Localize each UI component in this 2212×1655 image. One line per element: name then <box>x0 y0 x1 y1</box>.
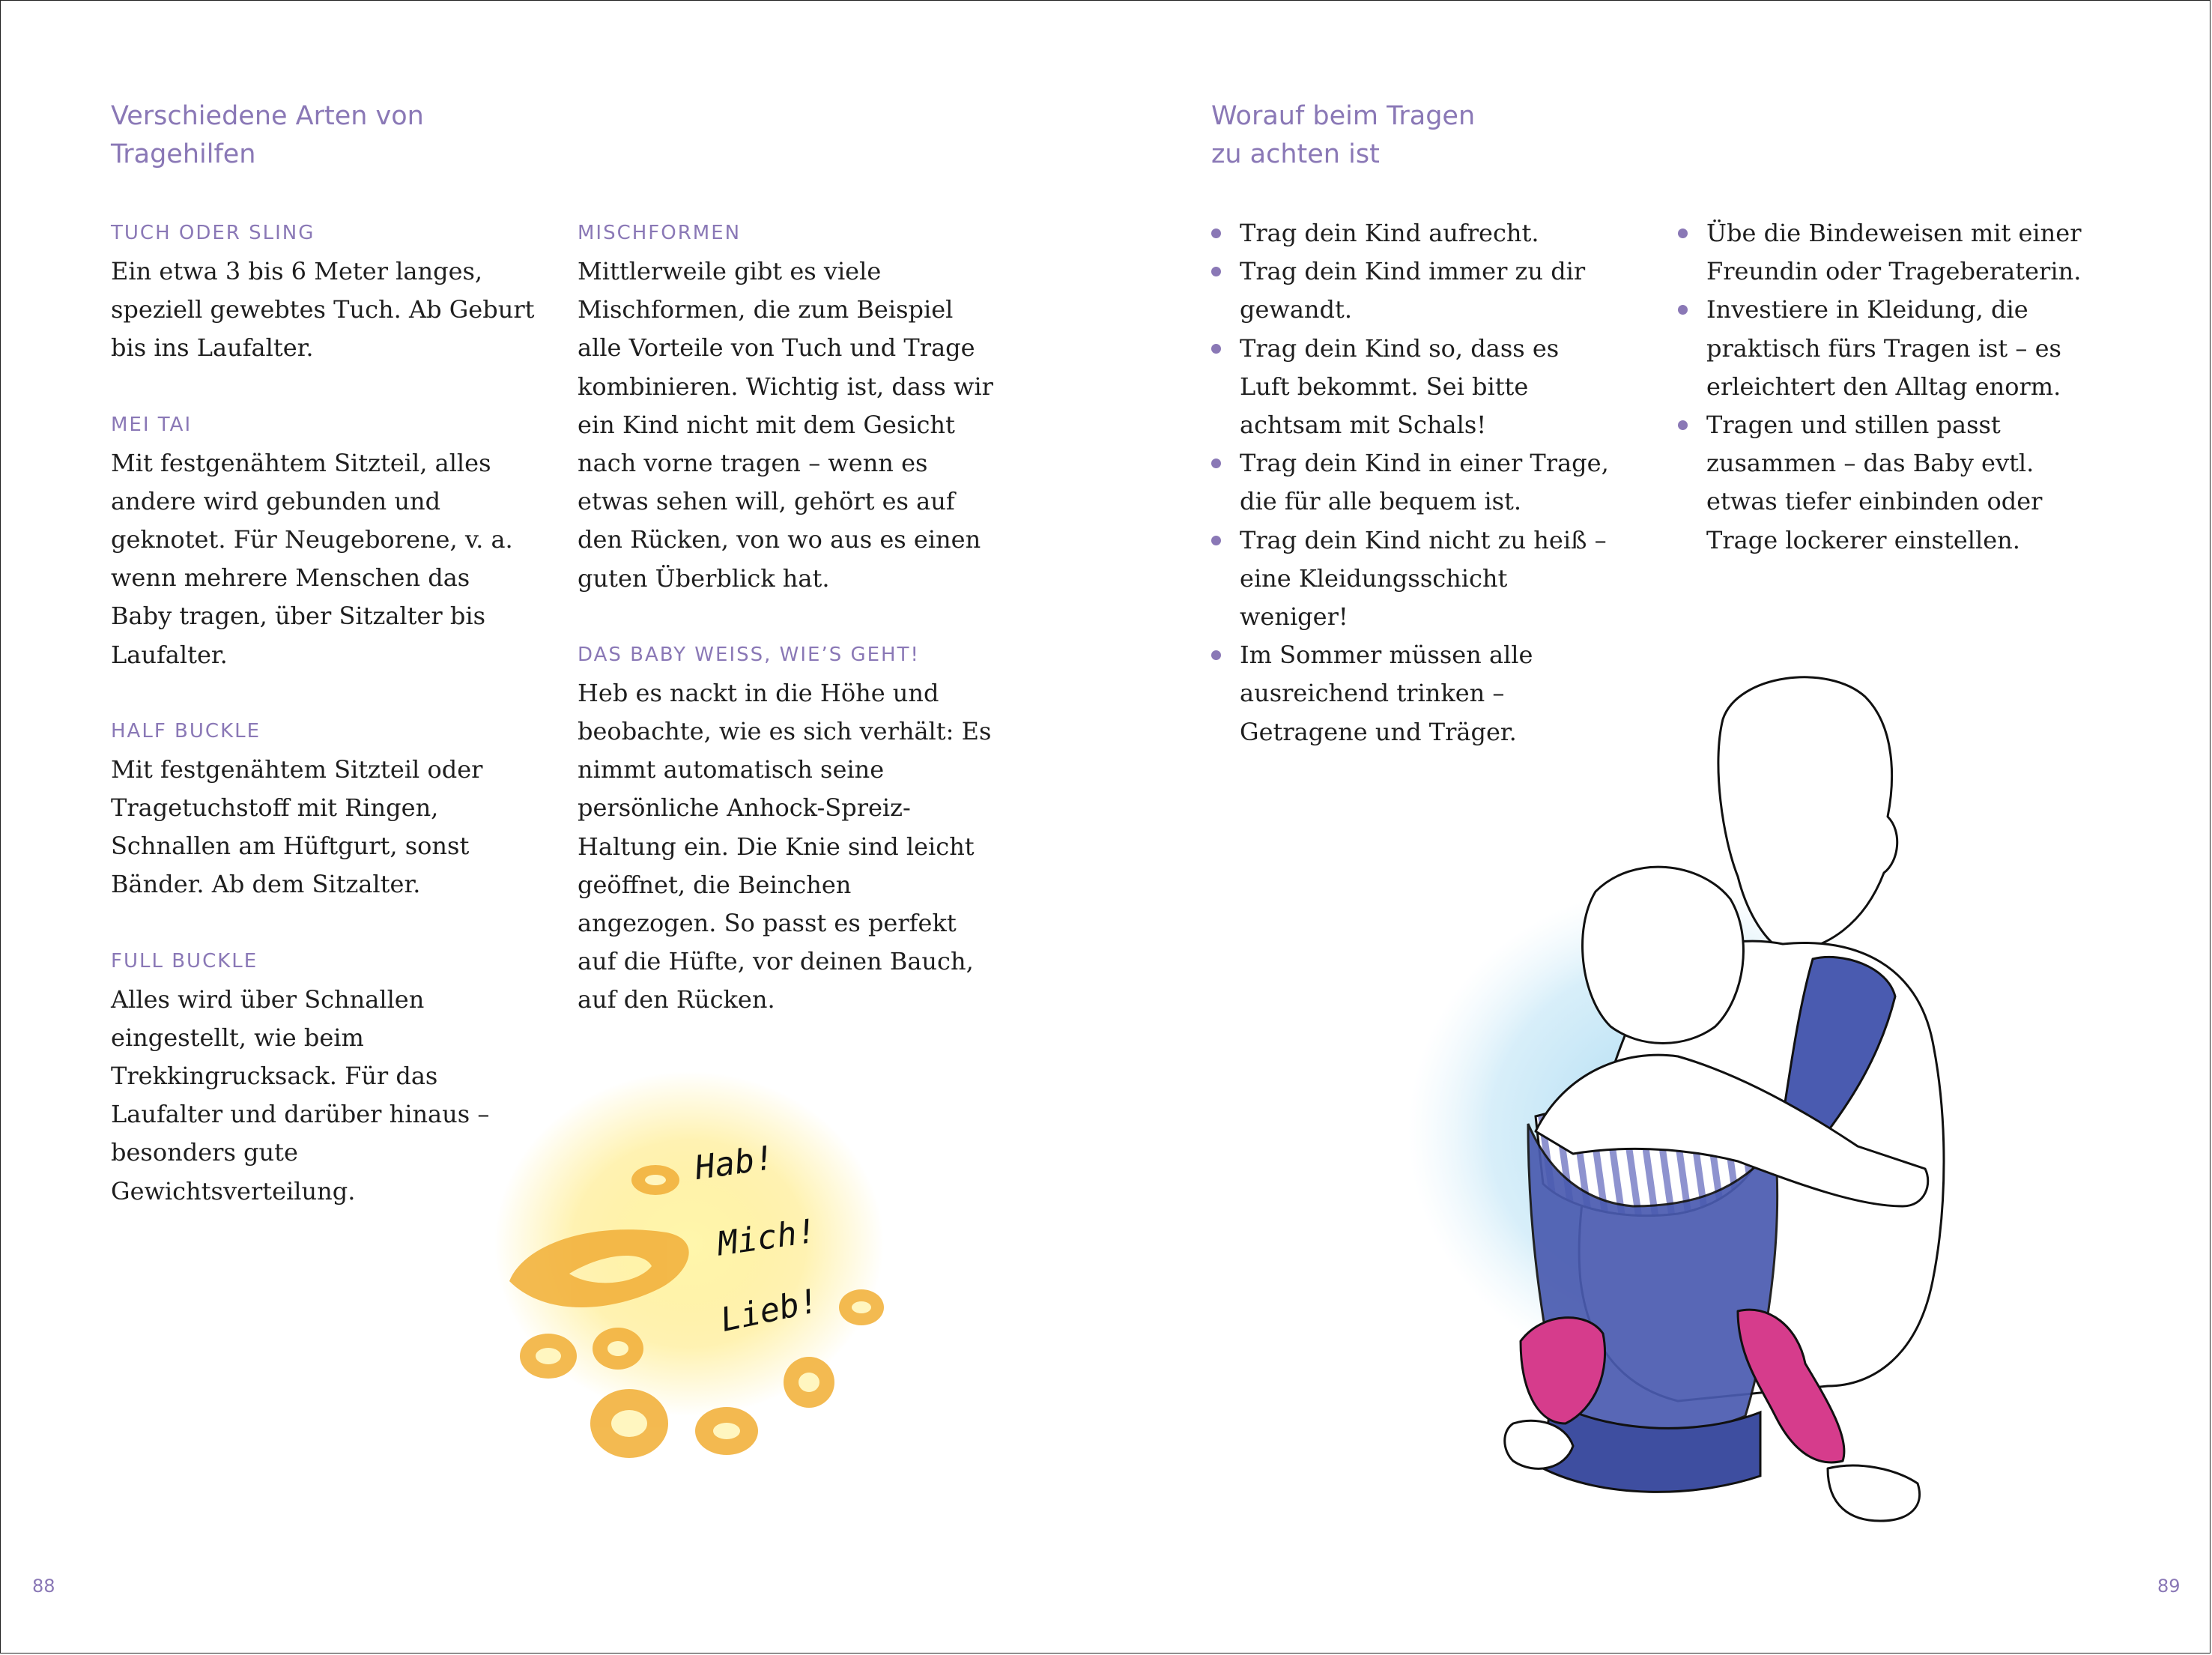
left-heading-line-2: Tragehilfen <box>111 139 256 169</box>
list-item: Trag dein Kind nicht zu heiß – eine Kleidungsschicht weniger! <box>1211 521 1616 637</box>
list-item: Trag dein Kind immer zu dir gewandt. <box>1211 252 1616 329</box>
left-page-heading <box>111 97 530 174</box>
section-mischformen <box>578 214 993 598</box>
section-title: DAS BABY WEISS, WIE’S GEHT! <box>578 643 920 666</box>
handwritten-lieb: Lieb! <box>717 1281 822 1340</box>
section-title: FULL BUCKLE <box>111 949 258 972</box>
left-column-2 <box>578 214 993 1058</box>
section-das-baby-weiss <box>578 636 993 1020</box>
section-text: Mit festgenähtem Sitzteil oder Tragetuchstoff mit Ringen, Schnallen am Hüftgurt, sonst Bänder. Ab dem Sitzalter. <box>111 754 483 899</box>
right-heading-line-2: zu achten ist <box>1211 139 1380 169</box>
section-text: Mit festgenähtem Sitzteil, alles andere wird gebunden und geknotet. Für Neugeborene, v. a. wenn mehrere Menschen das Baby tragen, über Sitzalter bis Laufalter. <box>111 448 513 669</box>
section-text: Mittlerweile gibt es viele Mischformen, die zum Beispiel alle Vorteile von Tuch und Trage kombinieren. Wichtig ist, dass wir ein Kind nicht mit dem Gesicht nach vorne tragen – wenn es etwas sehen will, gehört es auf den Rücken, von wo aus es einen guten Überblick hat. <box>578 257 993 593</box>
section-title: HALF BUCKLE <box>111 719 261 742</box>
child-shoe <box>1828 1465 1920 1521</box>
handwritten-mich: Mich! <box>715 1211 819 1264</box>
list-item: Trag dein Kind so, dass es Luft bekommt. Sei bitte achtsam mit Schals! <box>1211 330 1616 445</box>
hab-mich-lieb-illustration <box>494 1101 914 1491</box>
list-item: Übe die Bindeweisen mit einer Freundin oder Trageberaterin. <box>1678 214 2097 291</box>
section-title: TUCH ODER SLING <box>111 222 315 244</box>
section-text: Heb es nackt in die Höhe und beobachte, wie es sich verhält: Es nimmt automatisch seine persönliche Anhock-Spreiz-Haltung ein. Die Knie sind leicht geöffnet, die Beinchen angezogen. So passt es perfekt auf die Hüfte, vor deinen Bauch, auf den Rücken. <box>578 678 992 1014</box>
list-item: Investiere in Kleidung, die praktisch fürs Tragen ist – es erleichtert den Alltag enorm. <box>1678 291 2097 406</box>
section-mei-tai <box>111 406 538 674</box>
handwritten-hab: Hab! <box>692 1138 777 1188</box>
left-page-number: 88 <box>32 1576 55 1597</box>
left-column-1 <box>111 214 538 1249</box>
right-heading-line-1: Worauf beim Tragen <box>1211 101 1476 131</box>
section-full-buckle <box>111 943 538 1211</box>
section-title: MEI TAI <box>111 413 193 436</box>
left-heading-line-1: Verschiedene Arten von <box>111 101 424 131</box>
section-tuch-oder-sling <box>111 214 538 368</box>
tips-list-2 <box>1678 214 2097 560</box>
right-page-number: 89 <box>2157 1576 2181 1597</box>
list-item: Im Sommer müssen alle ausreichend trinken – Getragene und Träger. <box>1211 636 1616 751</box>
list-item: Trag dein Kind aufrecht. <box>1211 214 1616 252</box>
section-half-buckle <box>111 712 538 904</box>
right-page-heading <box>1211 97 1631 174</box>
list-item: Tragen und stillen passt zusammen – das Baby evtl. etwas tiefer einbinden oder Trage lockerer einstellen. <box>1678 406 2097 560</box>
section-text: Ein etwa 3 bis 6 Meter langes, speziell gewebtes Tuch. Ab Geburt bis ins Laufalter. <box>111 257 535 363</box>
list-item: Trag dein Kind in einer Trage, die für alle bequem ist. <box>1211 444 1616 521</box>
baby-carrier-illustration <box>1408 667 2045 1558</box>
right-column-2 <box>1678 214 2097 560</box>
child-head <box>1583 867 1744 1043</box>
section-title: MISCHFORMEN <box>578 222 742 244</box>
section-text: Alles wird über Schnallen eingestellt, wie beim Trekkingrucksack. Für das Laufalter und darüber hinaus – besonders gute Gewichtsverteilung. <box>111 984 490 1205</box>
